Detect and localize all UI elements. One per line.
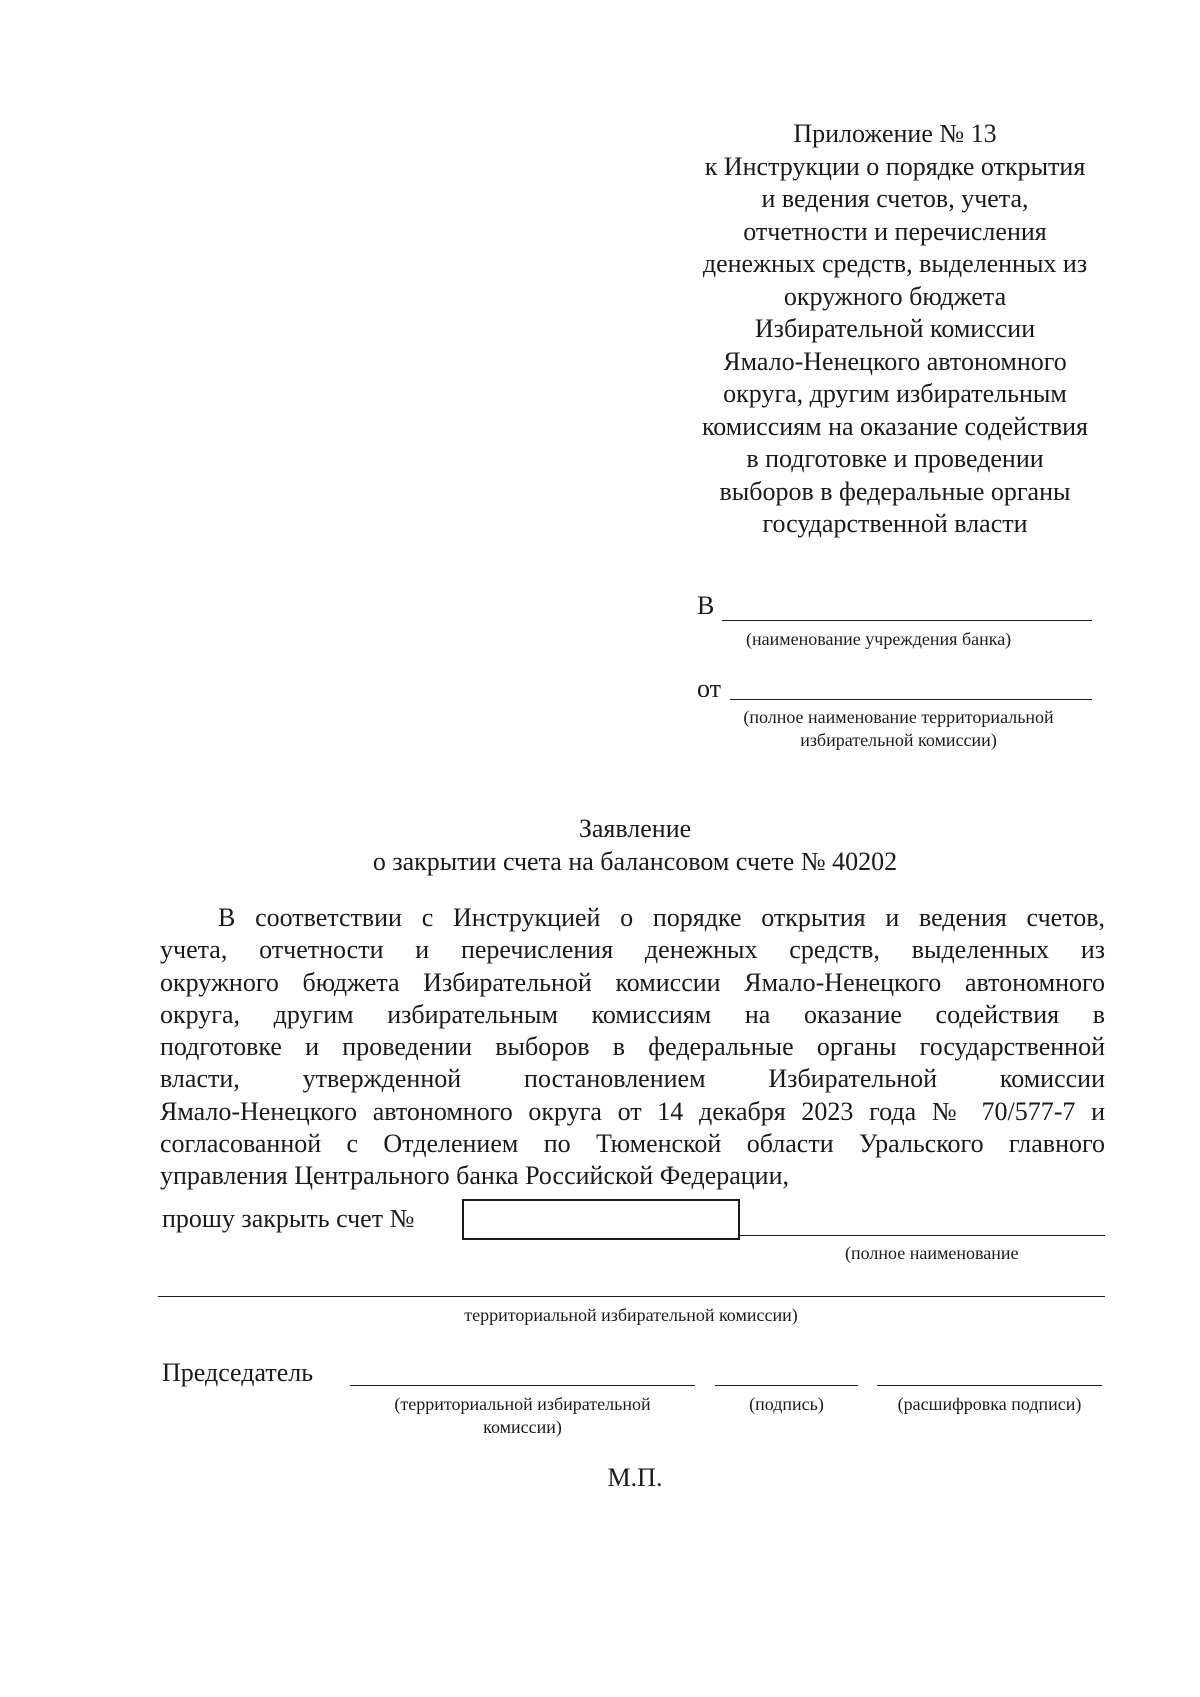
signature-caption-org-1: (территориальной избирательной [394, 1394, 651, 1414]
signature-decode-line[interactable] [877, 1385, 1102, 1386]
document-title: Заявление [578, 814, 692, 843]
appendix-line: в подготовке и проведении [746, 444, 1044, 473]
chairman-label: Председатель [162, 1358, 314, 1387]
body-line: учета, отчетности и перечисления денежных средств, выделенных из [160, 935, 1105, 965]
body-line: Ямало-Ненецкого автономного округа от 14 декабря 2023 года № 70/577-7 и [160, 1096, 1105, 1126]
commission-full-name-line-2[interactable] [158, 1296, 1105, 1297]
body-line: подготовке и проведении выборов в федеральные органы государственной [160, 1032, 1105, 1062]
appendix-line: к Инструкции о порядке открытия [704, 151, 1086, 181]
body-paragraph [160, 902, 1105, 1193]
appendix-line: выборов в федеральные органы [719, 476, 1071, 506]
request-label: прошу закрыть счет № [162, 1204, 415, 1233]
body-line: управления Центрального банка Российской Федерации, [160, 1161, 790, 1191]
bank-name-line[interactable] [722, 620, 1092, 621]
body-line: власти, утвержденной постановлением Избирательной комиссии [160, 1064, 1105, 1094]
body-line: согласованной с Отделением по Тюменской области Уральского главного [160, 1129, 1105, 1159]
request-caption-2: территориальной избирательной комиссии) [464, 1305, 798, 1325]
stamp-place: М.П. [607, 1463, 663, 1492]
commission-signature-line[interactable] [350, 1385, 695, 1386]
signature-caption-decode: (расшифровка подписи) [897, 1394, 1082, 1414]
document-subtitle: о закрытии счета на балансовом счете № 40202 [372, 847, 898, 876]
appendix-line: комиссиям на оказание содействия [701, 411, 1089, 441]
body-line: окружного бюджета Избирательной комиссии Ямало-Ненецкого автономного [160, 967, 1105, 997]
commission-caption-1: (полное наименование территориальной [743, 707, 1054, 727]
appendix-block [660, 118, 1130, 541]
appendix-line: Избирательной комиссии [754, 314, 1036, 343]
request-caption-1: (полное наименование [845, 1243, 1019, 1263]
from-prefix: от [697, 674, 722, 703]
appendix-line: государственной власти [762, 509, 1028, 538]
signature-caption-sign: (подпись) [749, 1394, 824, 1414]
appendix-line: денежных средств, выделенных из [702, 249, 1088, 278]
commission-full-name-line[interactable] [738, 1235, 1105, 1236]
bank-name-caption: (наименование учреждения банка) [746, 629, 1012, 649]
body-line: округа, другим избирательным комиссиям на оказание содействия в [160, 999, 1105, 1029]
appendix-line: Ямало-Ненецкого автономного [723, 346, 1067, 376]
signature-caption-org-2: комиссии) [483, 1417, 562, 1437]
body-line: В соответствии с Инструкцией о порядке открытия и ведения счетов, [218, 903, 1105, 932]
commission-caption-2: избирательной комиссии) [800, 730, 997, 750]
appendix-line: и ведения счетов, учета, [761, 184, 1029, 213]
signature-line[interactable] [715, 1385, 858, 1386]
to-prefix: В [697, 591, 715, 620]
appendix-line: отчетности и перечисления [743, 216, 1047, 246]
account-number-box[interactable] [462, 1199, 740, 1240]
commission-name-line[interactable] [730, 699, 1092, 700]
appendix-line: округа, другим избирательным [723, 379, 1067, 408]
appendix-line: окружного бюджета [783, 281, 1007, 311]
appendix-line: Приложение № 13 [793, 119, 997, 148]
